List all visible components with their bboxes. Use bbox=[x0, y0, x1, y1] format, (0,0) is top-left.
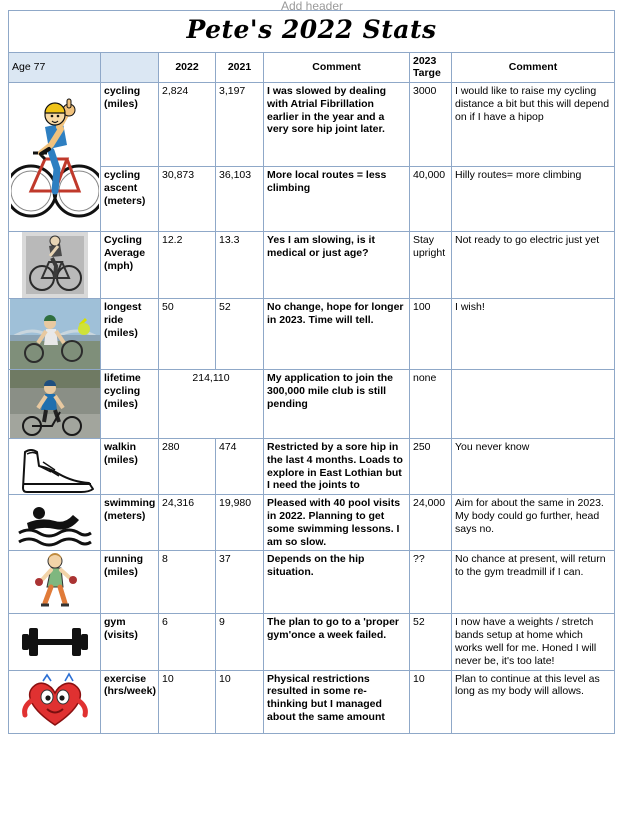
stats-table bbox=[8, 10, 615, 734]
activity-label: Cycling Average (mph) bbox=[101, 232, 159, 299]
table-header-row bbox=[9, 52, 615, 83]
target-2023: 40,000 bbox=[410, 167, 452, 232]
comment-2: Aim for about the same in 2023. My body could go further, head says no. bbox=[452, 495, 615, 551]
value-2021: 19,980 bbox=[216, 495, 264, 551]
comment-2: No chance at present, will return to the gym treadmill if I can. bbox=[452, 551, 615, 614]
comment-2: I wish! bbox=[452, 299, 615, 370]
value-2022: 8 bbox=[159, 551, 216, 614]
table-row bbox=[9, 495, 615, 551]
value-2022: 30,873 bbox=[159, 167, 216, 232]
activity-label: lifetime cycling (miles) bbox=[101, 370, 159, 439]
page-title: Pete's 2022 Stats bbox=[186, 15, 437, 44]
header-comment-2: Comment bbox=[452, 52, 615, 83]
table-row bbox=[9, 614, 615, 670]
table-row bbox=[9, 83, 615, 167]
walking-boot-icon bbox=[9, 439, 101, 495]
table-row bbox=[9, 439, 615, 495]
comment-1: The plan to go to a 'proper gym'once a week failed. bbox=[264, 614, 410, 670]
comment-2 bbox=[452, 370, 615, 439]
value-2021: 474 bbox=[216, 439, 264, 495]
comment-1: Restricted by a sore hip in the last 4 months. Loads to explore in East Lothian but I need the joints to bbox=[264, 439, 410, 495]
activity-label: walkin (miles) bbox=[101, 439, 159, 495]
title-row bbox=[9, 11, 615, 53]
comment-1: No change, hope for longer in 2023. Time will tell. bbox=[264, 299, 410, 370]
activity-label: exercise (hrs/week) bbox=[101, 670, 159, 733]
table-row bbox=[9, 299, 615, 370]
comment-2: Plan to continue at this level as long as my body will allows. bbox=[452, 670, 615, 733]
value-2021: 10 bbox=[216, 670, 264, 733]
header-age: Age 77 bbox=[9, 52, 101, 83]
comment-1: Physical restrictions resulted in some re-thinking but I managed about the same amount bbox=[264, 670, 410, 733]
value-2021: 37 bbox=[216, 551, 264, 614]
target-2023: 24,000 bbox=[410, 495, 452, 551]
target-2023: ?? bbox=[410, 551, 452, 614]
target-2023: 10 bbox=[410, 670, 452, 733]
target-2023: 100 bbox=[410, 299, 452, 370]
header-2022: 2022 bbox=[159, 52, 216, 83]
comment-1: More local routes = less climbing bbox=[264, 167, 410, 232]
comment-1: Pleased with 40 pool visits in 2022. Planning to get some swimming lessons. I am so slow. bbox=[264, 495, 410, 551]
activity-label: swimming (meters) bbox=[101, 495, 159, 551]
activity-label: running (miles) bbox=[101, 551, 159, 614]
comment-2: You never know bbox=[452, 439, 615, 495]
activity-label: cycling (miles) bbox=[101, 83, 159, 167]
header-2023-target: 2023 Targe bbox=[410, 52, 452, 83]
stats-document bbox=[8, 10, 614, 734]
value-2021: 36,103 bbox=[216, 167, 264, 232]
table-row bbox=[9, 551, 615, 614]
value-2022: 2,824 bbox=[159, 83, 216, 167]
comment-2: Not ready to go electric just yet bbox=[452, 232, 615, 299]
target-2023: 250 bbox=[410, 439, 452, 495]
value-2022: 6 bbox=[159, 614, 216, 670]
table-row bbox=[9, 370, 615, 439]
header-comment-1: Comment bbox=[264, 52, 410, 83]
header-activity bbox=[101, 52, 159, 83]
dumbbell-icon bbox=[9, 614, 101, 670]
value-2022: 10 bbox=[159, 670, 216, 733]
value-2022: 214,110 bbox=[159, 370, 264, 439]
target-2023: 3000 bbox=[410, 83, 452, 167]
comment-2: Hilly routes= more climbing bbox=[452, 167, 615, 232]
value-2021: 9 bbox=[216, 614, 264, 670]
activity-label: longest ride (miles) bbox=[101, 299, 159, 370]
activity-label: gym (visits) bbox=[101, 614, 159, 670]
cyclist-road-photo bbox=[9, 370, 101, 439]
comment-2: I now have a weights / stretch bands setup at home which works well for me. Honed I will never be, it's too late! bbox=[452, 614, 615, 670]
table-row bbox=[9, 232, 615, 299]
target-2023: Stay upright bbox=[410, 232, 452, 299]
comment-1: Depends on the hip situation. bbox=[264, 551, 410, 614]
value-2021: 52 bbox=[216, 299, 264, 370]
activity-label: cycling ascent (meters) bbox=[101, 167, 159, 232]
comment-1: Yes I am slowing, is it medical or just age? bbox=[264, 232, 410, 299]
comment-1: I was slowed by dealing with Atrial Fibrillation earlier in the year and a very sore hip joint later. bbox=[264, 83, 410, 167]
heart-character-icon bbox=[9, 670, 101, 733]
target-2023: 52 bbox=[410, 614, 452, 670]
value-2021: 3,197 bbox=[216, 83, 264, 167]
value-2022: 50 bbox=[159, 299, 216, 370]
value-2022: 12.2 bbox=[159, 232, 216, 299]
cyclist-bridge-photo bbox=[9, 299, 101, 370]
value-2022: 280 bbox=[159, 439, 216, 495]
table-row bbox=[9, 670, 615, 733]
comment-1: My application to join the 300,000 mile club is still pending bbox=[264, 370, 410, 439]
swimmer-icon bbox=[9, 495, 101, 551]
target-2023: none bbox=[410, 370, 452, 439]
header-2021: 2021 bbox=[216, 52, 264, 83]
page-title-cell bbox=[9, 11, 615, 53]
comment-2: I would like to raise my cycling distance a bit but this will depend on if I have a hipop bbox=[452, 83, 615, 167]
value-2022: 24,316 bbox=[159, 495, 216, 551]
vintage-cyclist-photo bbox=[9, 232, 101, 299]
runner-icon bbox=[9, 551, 101, 614]
cyclist-thumbs-up-icon bbox=[9, 83, 101, 232]
add-header-label[interactable]: Add header bbox=[280, 0, 344, 12]
value-2021: 13.3 bbox=[216, 232, 264, 299]
